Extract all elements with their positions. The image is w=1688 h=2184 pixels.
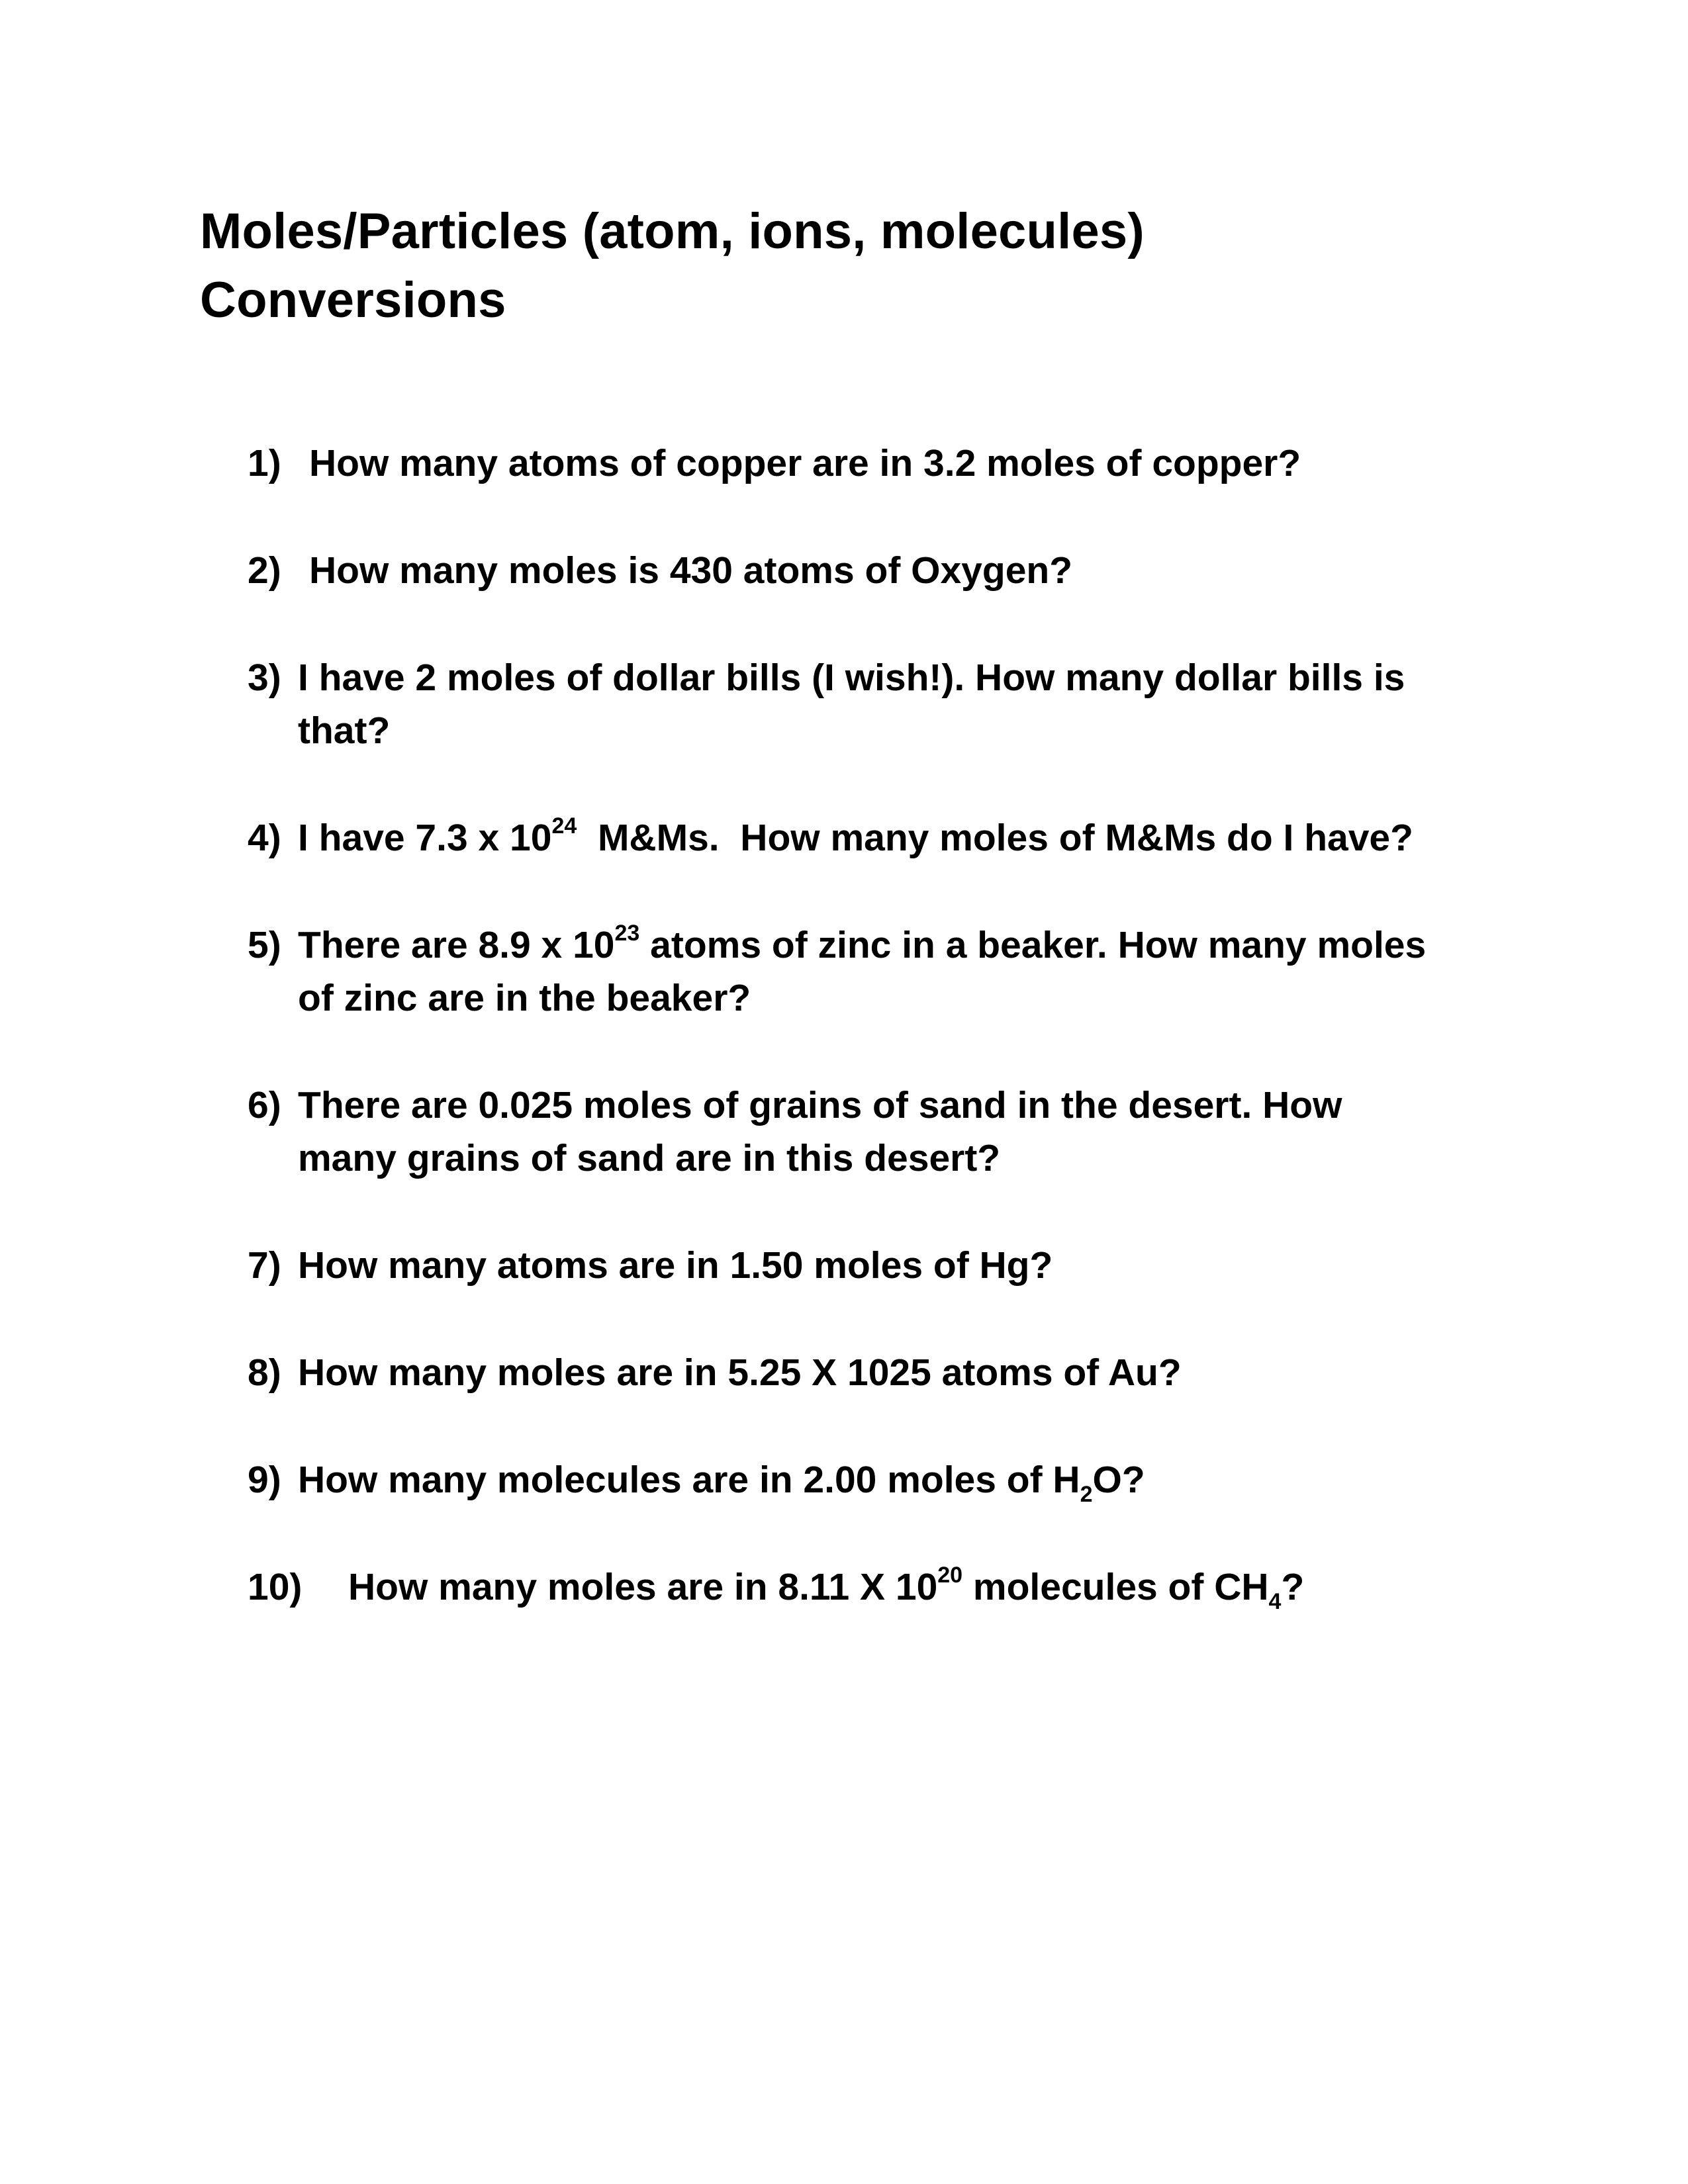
question-text-post: M&Ms. How many moles of M&Ms do I have? [577,817,1413,859]
question-text [298,1459,1145,1508]
question-list [248,437,1439,1668]
question-text: How many atoms of copper are in 3.2 moles of copper? [309,442,1301,484]
question-text-post: atoms of zinc in a beaker. How many moles of zinc are in the beaker? [298,924,1427,1019]
question-text [298,921,1427,1019]
question-number: 7) [248,1244,281,1287]
question-text-pre: There are 8.9 x 10 [298,924,615,966]
question-number: 3) [248,657,281,699]
question-number: 4) [248,817,281,859]
question-text-pre: I have 7.3 x 10 [298,817,552,859]
question-text: How many moles is 430 atoms of Oxygen? [309,549,1073,592]
question-7 [248,1239,1439,1292]
question-number: 2) [248,549,281,592]
question-8 [248,1346,1439,1399]
question-text: How many atoms are in 1.50 moles of Hg? [298,1244,1053,1287]
question-text-pre: How many moles are in 8.11 X 10 [348,1566,938,1608]
question-9 [248,1453,1439,1506]
question-text [298,813,1413,859]
subscript: 4 [1268,1589,1282,1615]
question-text [348,1563,1305,1615]
question-text-post: O? [1092,1459,1145,1501]
question-text: I have 2 moles of dollar bills (I wish!). How many dollar bills is that? [298,657,1405,752]
question-text: How many moles are in 5.25 X 1025 atoms of Au? [298,1351,1182,1394]
subscript: 2 [1080,1482,1093,1508]
question-6 [248,1079,1439,1185]
question-text-pre: How many molecules are in 2.00 moles of H [298,1459,1080,1501]
question-1 [248,437,1439,490]
question-number: 1) [248,442,281,484]
question-5 [248,919,1439,1024]
question-3 [248,651,1439,757]
question-text-mid: molecules of CH [962,1566,1269,1608]
title-line-1: Moles/Particles (atom, ions, molecules) [200,203,1145,259]
question-number: 6) [248,1084,281,1126]
question-text-post: ? [1281,1566,1305,1608]
question-number: 5) [248,924,281,966]
question-number: 8) [248,1351,281,1394]
question-4 [248,811,1439,864]
title-line-2: Conversions [200,272,506,328]
exponent: 20 [937,1563,963,1588]
question-10 [248,1561,1439,1614]
question-number: 9) [248,1459,281,1501]
question-number: 10) [248,1566,303,1608]
question-text: There are 0.025 moles of grains of sand in the desert. How many grains of sand are in this desert? [298,1084,1342,1179]
exponent: 23 [614,921,640,946]
question-2 [248,544,1439,597]
exponent: 24 [551,813,577,839]
page-title [200,197,1145,335]
